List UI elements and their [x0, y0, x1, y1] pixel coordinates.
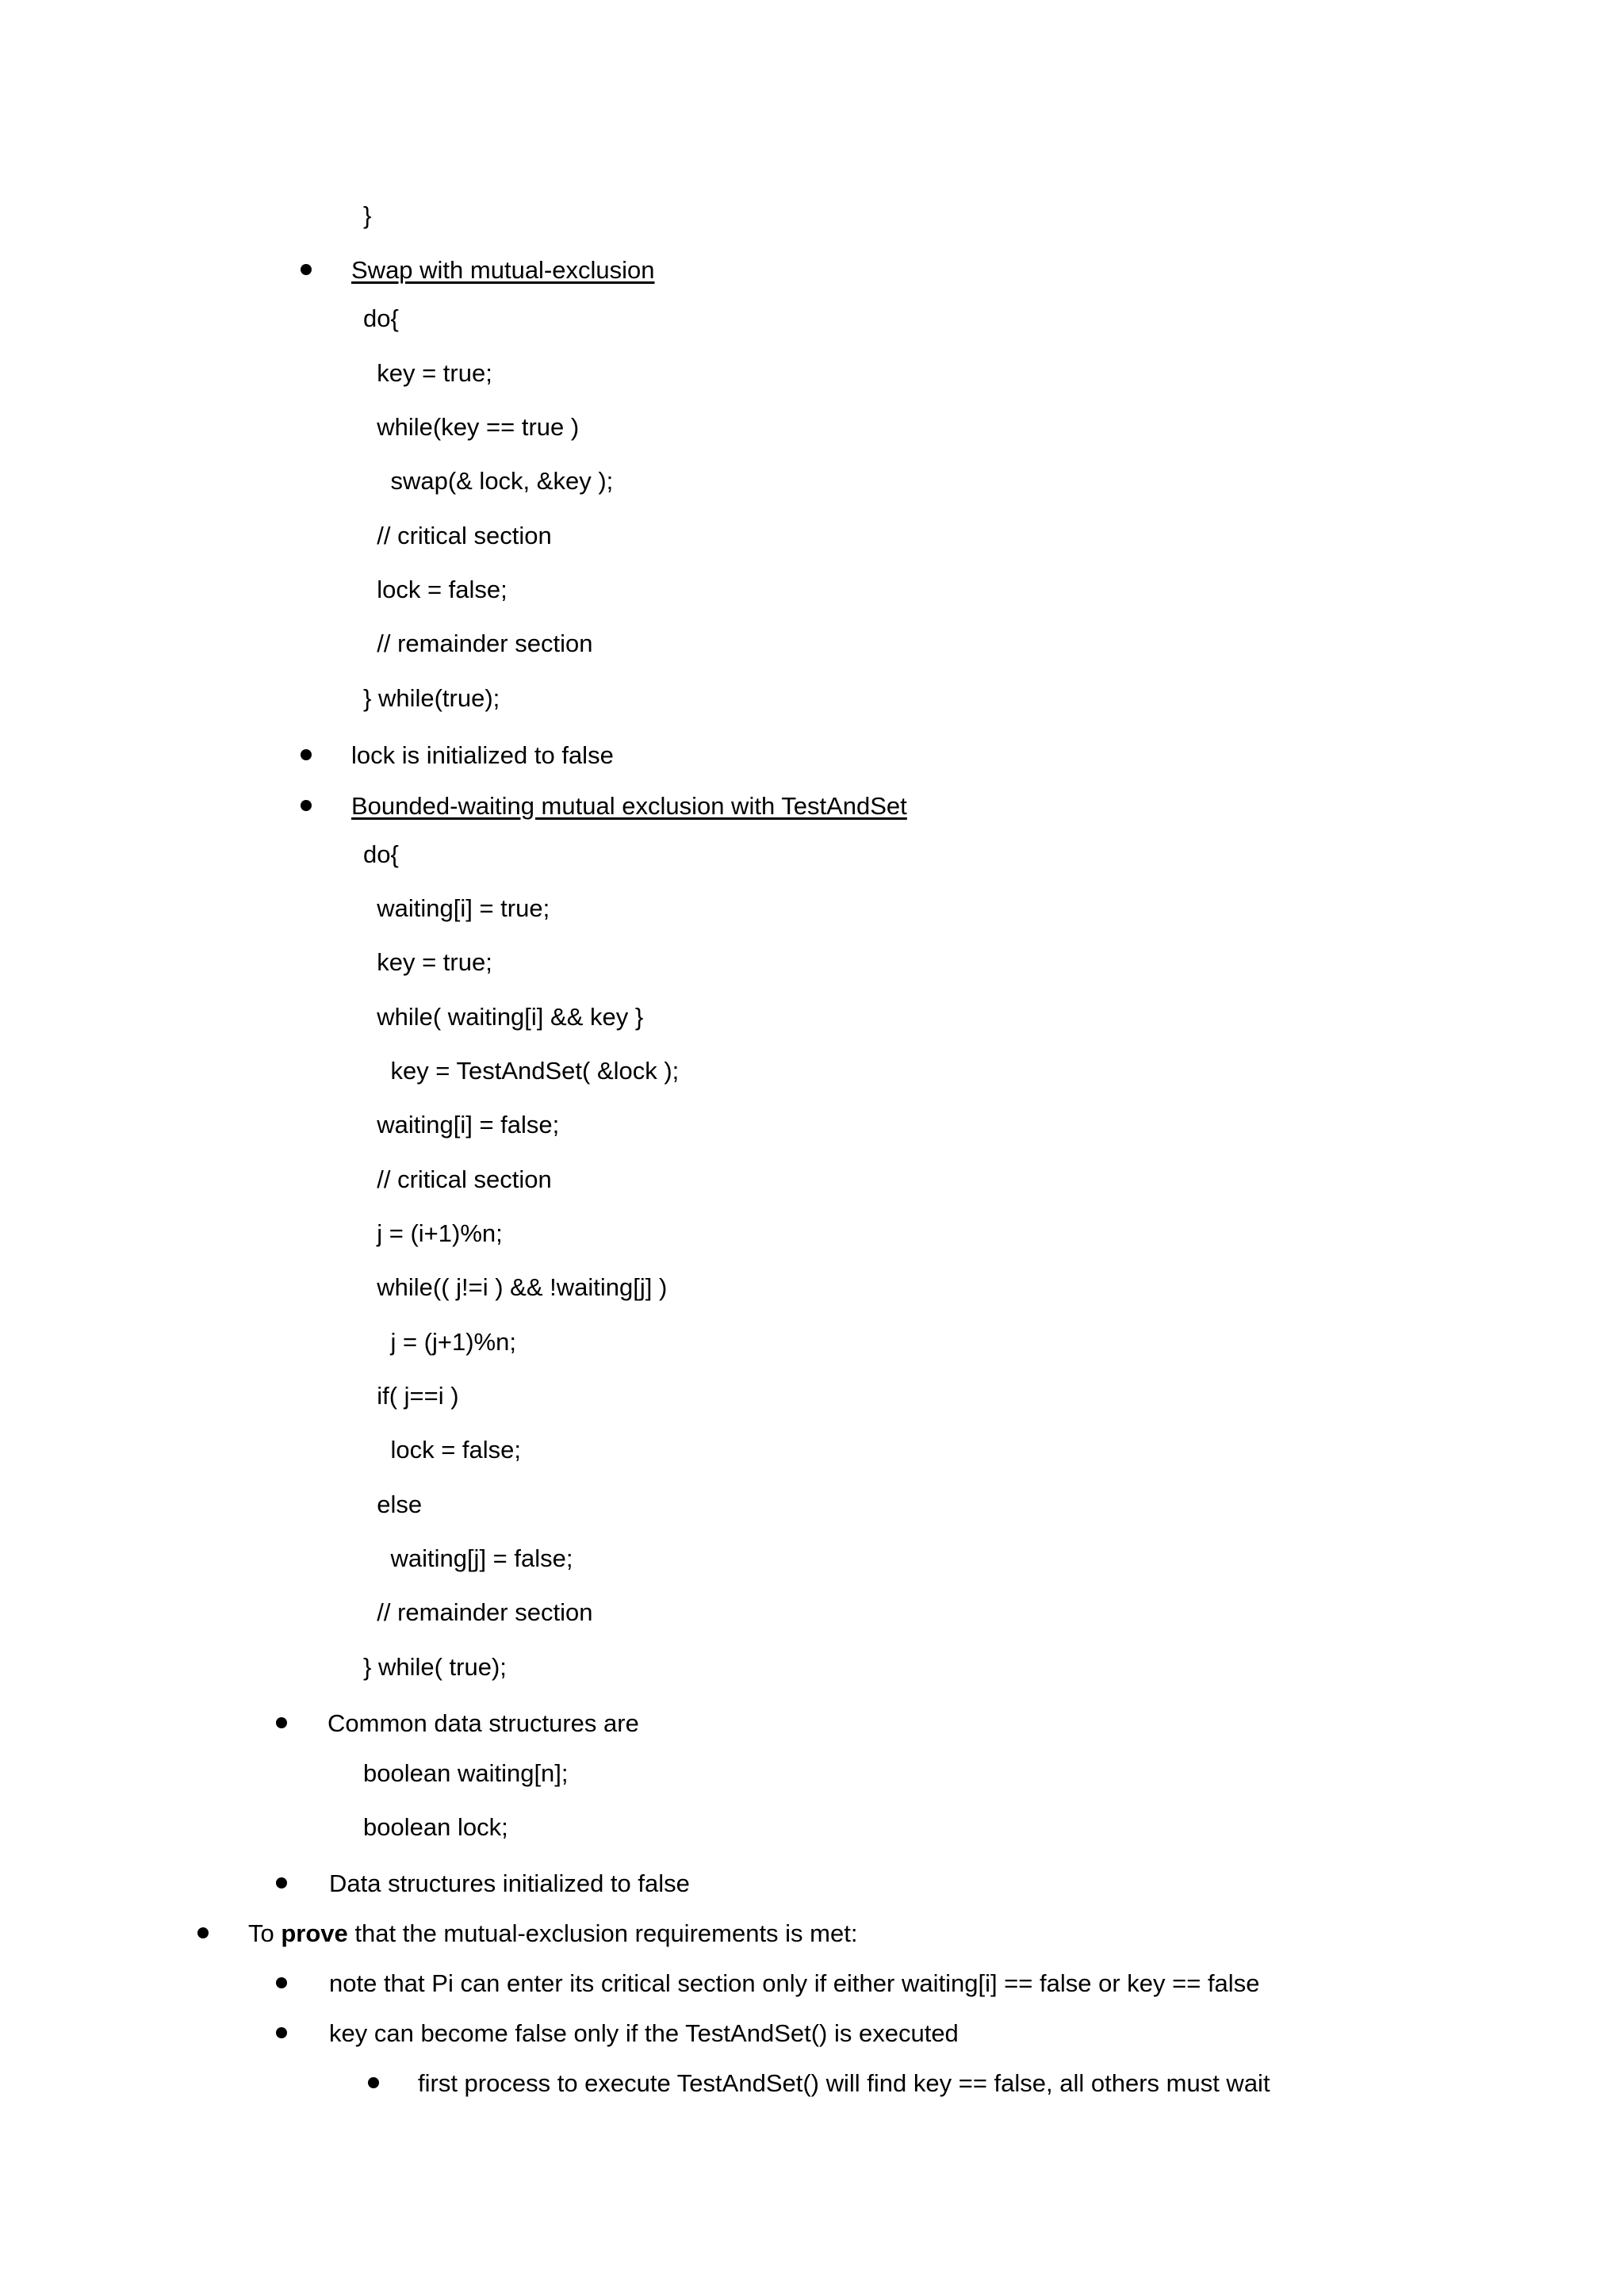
bullet-icon — [276, 1877, 287, 1888]
bounded-heading: Bounded-waiting mutual exclusion with TestAndSet — [351, 792, 907, 820]
structures-init-note: Data structures initialized to false — [329, 1869, 690, 1897]
code-line: while(( j!=i ) && !waiting[j] ) — [363, 1273, 668, 1301]
code-line: waiting[i] = false; — [363, 1111, 560, 1138]
prove-statement: To prove that the mutual-exclusion requirements is met: — [248, 1919, 858, 1947]
closing-brace: } — [363, 201, 372, 229]
code-line: } while(true); — [363, 684, 500, 712]
bullet-icon — [301, 749, 312, 760]
common-structures-text: Common data structures are — [327, 1709, 639, 1737]
code-line: waiting[j] = false; — [363, 1544, 573, 1572]
code-line: key = true; — [363, 359, 492, 387]
bullet-icon — [368, 2077, 379, 2088]
code-line: boolean waiting[n]; — [363, 1759, 569, 1787]
prove-point: note that Pi can enter its critical section only if either waiting[i] == false or key == false — [329, 1969, 1260, 1997]
code-line: while(key == true ) — [363, 413, 580, 441]
code-line: j = (i+1)%n; — [363, 1219, 503, 1247]
bullet-icon — [276, 1717, 287, 1728]
code-line: } while( true); — [363, 1653, 507, 1681]
bullet-icon — [301, 800, 312, 811]
code-line: // critical section — [363, 1165, 552, 1193]
code-line: if( j==i ) — [363, 1382, 459, 1410]
code-line: key = TestAndSet( &lock ); — [363, 1057, 680, 1085]
code-line: do{ — [363, 840, 399, 868]
code-line: lock = false; — [363, 1436, 522, 1464]
code-line: swap(& lock, &key ); — [363, 467, 614, 495]
code-line: do{ — [363, 304, 399, 332]
bullet-icon — [276, 2027, 287, 2038]
code-line: key = true; — [363, 948, 492, 976]
code-line: // remainder section — [363, 1598, 593, 1626]
code-line: while( waiting[i] && key } — [363, 1003, 644, 1031]
lock-init-note: lock is initialized to false — [351, 741, 614, 769]
bullet-icon — [301, 264, 312, 275]
prove-point: key can become false only if the TestAndSet() is executed — [329, 2019, 959, 2047]
code-line: waiting[i] = true; — [363, 894, 550, 922]
bullet-icon — [276, 1977, 287, 1988]
code-line: // remainder section — [363, 629, 593, 657]
swap-heading: Swap with mutual-exclusion — [351, 256, 655, 284]
code-line: j = (j+1)%n; — [363, 1328, 516, 1356]
code-line: else — [363, 1490, 423, 1518]
code-line: // critical section — [363, 522, 552, 549]
code-line: lock = false; — [363, 576, 508, 603]
prove-subpoint: first process to execute TestAndSet() will find key == false, all others must wait — [418, 2069, 1270, 2097]
bullet-icon — [197, 1927, 209, 1938]
code-line: boolean lock; — [363, 1813, 508, 1841]
